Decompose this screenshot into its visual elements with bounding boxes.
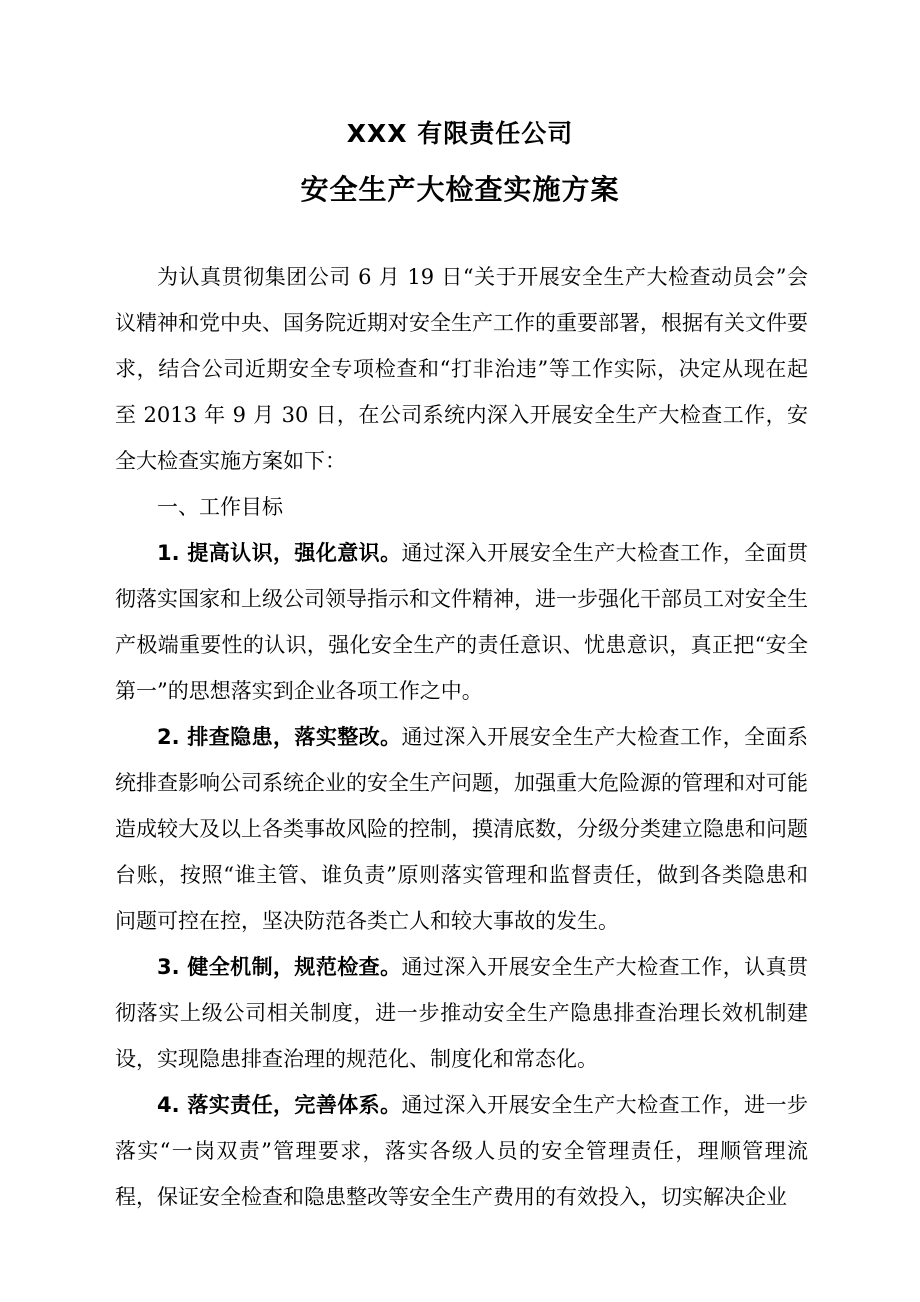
goal-item xyxy=(115,530,808,714)
goal-item xyxy=(115,714,808,944)
goal-item-lead: 1. 提高认识，强化意识。 xyxy=(157,541,402,565)
section-heading: 一、工作目标 xyxy=(157,495,283,519)
goal-item-text: 通过深入开展安全生产大检查工作，全面贯彻落实国家和上级公司领导指示和文件精神，进一步强化干部员工对安全生产极端重要性的认识，强化安全生产的责任意识、忧患意识，真正把“安全第一”的思想落实到企业各项工作之中。 xyxy=(115,541,809,703)
goal-item-text: 通过深入开展安全生产大检查工作，全面系统排查影响公司系统企业的安全生产问题，加强重大危险源的管理和对可能造成较大及以上各类事故风险的控制，摸清底数，分级分类建立隐患和问题台账，按照“谁主管、谁负责”原则落实管理和监督责任，做到各类隐患和问题可控在控，坚决防范各类亡人和较大事故的发生。 xyxy=(115,725,809,933)
goal-item xyxy=(115,1082,808,1220)
company-title: XXX 有限责任公司 xyxy=(346,119,574,148)
goal-item-lead: 3. 健全机制，规范检查。 xyxy=(157,955,402,979)
goal-item xyxy=(115,944,808,1082)
goal-item-text: 通过深入开展安全生产大检查工作，认真贯彻落实上级公司相关制度，进一步推动安全生产隐患排查治理长效机制建设，实现隐患排查治理的规范化、制度化和常态化。 xyxy=(115,955,809,1071)
goal-item-lead: 2. 排查隐患，落实整改。 xyxy=(157,725,402,749)
intro-paragraph: 为认真贯彻集团公司 6 月 19 日“关于开展安全生产大检查动员会”会议精神和党中央、国务院近期对安全生产工作的重要部署，根据有关文件要求，结合公司近期安全专项检查和“打非治违”等工作实际，决定从现在起至 2013 年 9 月 30 日，在公司系统内深入开展安全生产大检查工作，安全大检查实施方案如下： xyxy=(115,265,808,473)
document-body xyxy=(115,254,808,1220)
goal-item-text: 通过深入开展安全生产大检查工作，进一步落实“一岗双责”管理要求，落实各级人员的安全管理责任，理顺管理流程，保证安全检查和隐患整改等安全生产费用的有效投入，切实解决企业 xyxy=(115,1093,809,1209)
plan-title: 安全生产大检查实施方案 xyxy=(300,173,620,206)
goal-item-lead: 4. 落实责任，完善体系。 xyxy=(157,1093,402,1117)
